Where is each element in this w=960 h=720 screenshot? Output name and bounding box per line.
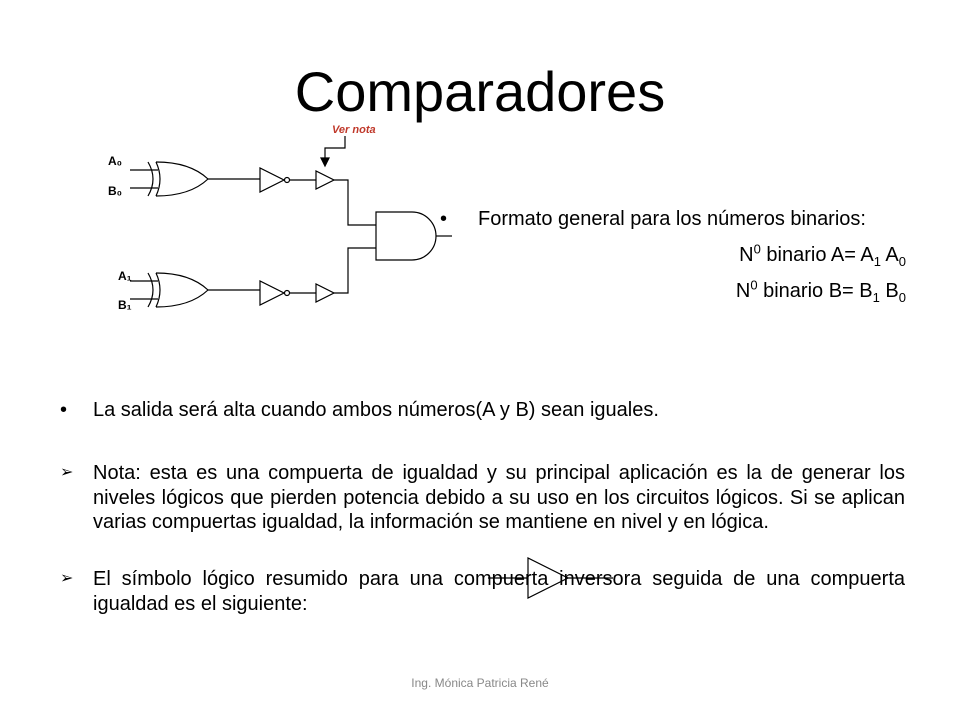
bullet: • xyxy=(60,399,68,421)
buffer-gate-symbol xyxy=(488,556,618,600)
buffer-gate-1 xyxy=(316,171,334,189)
note-item xyxy=(60,461,905,535)
note-text: El símbolo lógico resumido para una compuerta inversora seguida de una compuerta igualdad es el siguiente: xyxy=(93,568,905,615)
input-label-a0: A₀ xyxy=(108,154,123,168)
binary-a-line: $N^0$ binario $A= A_1$ $A_0$ xyxy=(739,241,906,269)
arrow-bullet-icon: ➢ xyxy=(60,570,74,587)
format-block xyxy=(440,205,910,305)
comparator-circuit-diagram xyxy=(100,118,470,328)
output-bullet xyxy=(60,396,910,424)
inverter-gate-2 xyxy=(260,281,290,305)
footer-author: Ing. Mónica Patricia René xyxy=(411,676,549,690)
note-arrow xyxy=(321,136,345,166)
binary-b-line: $N^0$ binario $B= B_1$ $B_0$ xyxy=(735,277,906,305)
note-text: Nota: esta es una compuerta de igualdad y su principal aplicación es la de generar los niveles lógicos que pierden potencia debido a su uso en los circuitos lógicos. Si se aplican varias compuertas igualdad, la información se mantiene en nivel y en lógica. xyxy=(93,462,905,533)
input-label-a1: A₁ xyxy=(118,269,132,283)
xor-gate-2 xyxy=(130,273,208,307)
slide-title: Comparadores xyxy=(294,60,666,123)
input-label-b1: B₁ xyxy=(118,298,132,312)
xor-gate-1 xyxy=(130,162,208,196)
output-text: La salida será alta cuando ambos números(A y B) sean iguales. xyxy=(93,399,659,421)
inverter-gate-1 xyxy=(260,168,290,192)
note-label: Ver nota xyxy=(332,124,376,136)
bullet: • xyxy=(440,208,448,230)
input-label-b0: B₀ xyxy=(108,184,123,198)
note-item xyxy=(60,567,905,616)
buffer-gate-2 xyxy=(316,284,334,302)
format-heading: Formato general para los números binarios: xyxy=(478,208,866,230)
arrow-bullet-icon: ➢ xyxy=(60,464,74,481)
